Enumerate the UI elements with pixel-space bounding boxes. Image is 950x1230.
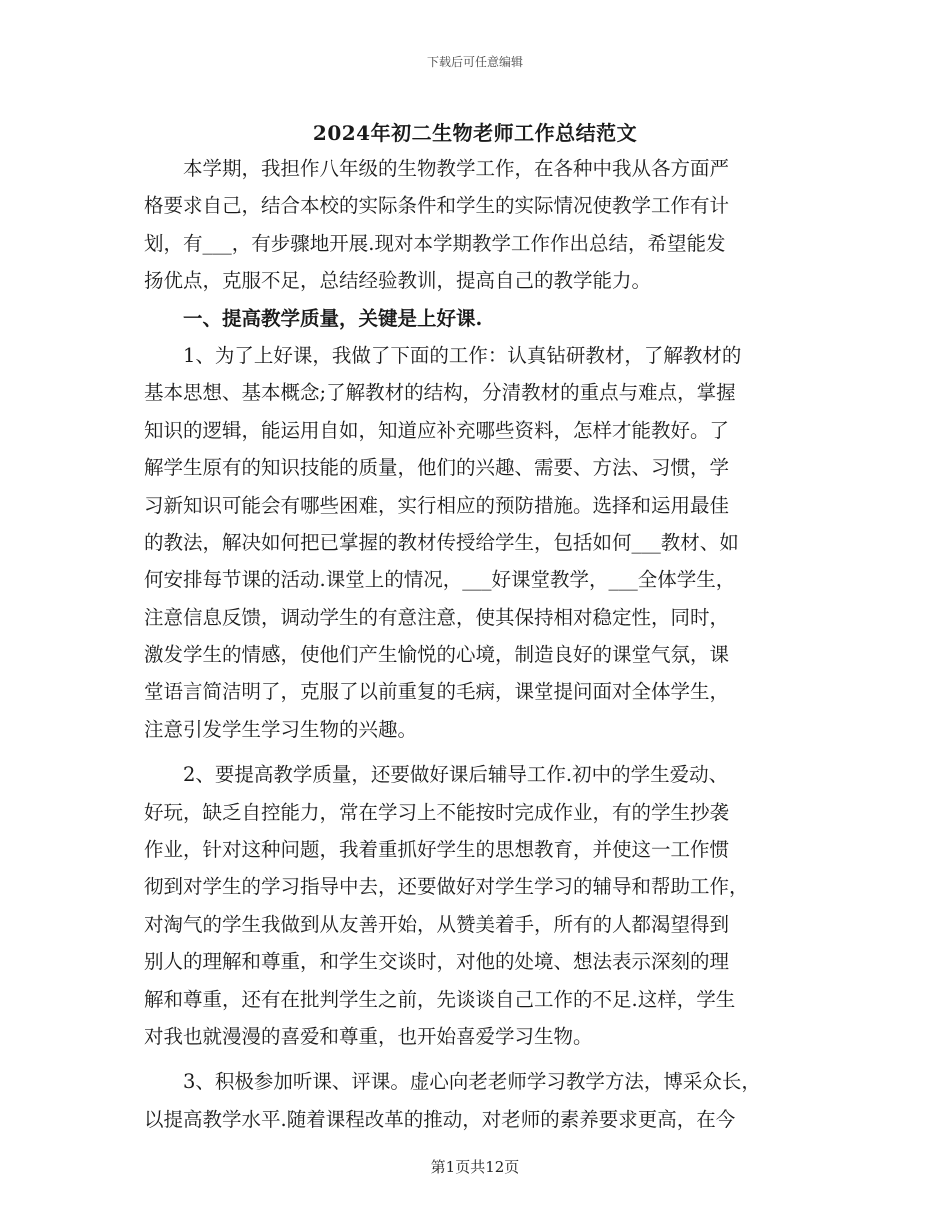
text-line: 解学生原有的知识技能的质量，他们的兴趣、需要、方法、习惯，学 [144, 456, 730, 480]
text-line: 好玩，缺乏自控能力，常在学习上不能按时完成作业，有的学生抄袭 [144, 800, 730, 824]
text-line: 别人的理解和尊重，和学生交谈时，对他的处境、想法表示深刻的理 [144, 950, 730, 974]
text-line: 习新知识可能会有哪些困难，实行相应的预防措施。选择和运用最佳 [144, 493, 730, 517]
text-line: 划，有___，有步骤地开展.现对本学期教学工作作出总结，希望能发 [144, 231, 726, 255]
text-line: 基本思想、基本概念;了解教材的结构，分清教材的重点与难点，掌握 [144, 381, 736, 405]
text-line: 的教法，解决如何把已掌握的教材传授给学生，包括如何___教材、如 [144, 530, 739, 554]
text-line: 何安排每节课的活动.课堂上的情况，___好课堂教学，___全体学生， [144, 568, 736, 592]
text-line: 本学期，我担作八年级的生物教学工作，在各种中我从各方面严 [144, 157, 730, 180]
text-line: 1、为了上好课，我做了下面的工作：认真钻研教材，了解教材的 [144, 343, 742, 367]
text-line: 激发学生的情感，使他们产生愉悦的心境，制造良好的课堂气氛，课 [144, 643, 730, 667]
page-number: 第1页共12页 [430, 1158, 520, 1176]
text-line: 对淘气的学生我做到从友善开始，从赞美着手，所有的人都渴望得到 [144, 912, 730, 936]
text-line: 堂语言简洁明了，克服了以前重复的毛病，课堂提问面对全体学生， [144, 680, 730, 704]
text-line: 解和尊重，还有在批判学生之前，先谈谈自己工作的不足.这样，学生 [144, 987, 736, 1011]
text-line: 对我也就漫漫的喜爱和尊重，也开始喜爱学习生物。 [144, 1024, 593, 1048]
text-line: 知识的逻辑，能运用自如，知道应补充哪些资料，怎样才能教好。了 [144, 418, 730, 442]
text-line: 彻到对学生的学习指导中去，还要做好对学生学习的辅导和帮助工作， [144, 875, 749, 899]
download-note: 下载后可任意编辑 [426, 55, 523, 69]
section-heading: 一、提高教学质量，关键是上好课. [144, 306, 483, 330]
text-line: 扬优点，克服不足，总结经验教训，提高自己的教学能力。 [144, 269, 652, 293]
text-line: 作业，针对这种问题，我着重抓好学生的思想教育，并使这一工作惯 [144, 838, 730, 862]
document-title: 2024年初二生物老师工作总结范文 [312, 121, 638, 145]
text-line: 格要求自己，结合本校的实际条件和学生的实际情况使教学工作有计 [144, 194, 730, 218]
text-line: 注意信息反馈，调动学生的有意注意，使其保持相对稳定性，同时， [144, 605, 730, 629]
text-line: 2、要提高教学质量，还要做好课后辅导工作.初中的学生爱动、 [144, 763, 729, 787]
text-line: 3、积极参加听课、评课。虚心向老老师学习教学方法，博采众长， [144, 1070, 761, 1094]
text-line: 注意引发学生学习生物的兴趣。 [144, 717, 418, 741]
document-body [144, 150, 824, 1138]
text-line: 以提高教学水平.随着课程改革的推动，对老师的素养要求更高，在今 [144, 1107, 736, 1131]
